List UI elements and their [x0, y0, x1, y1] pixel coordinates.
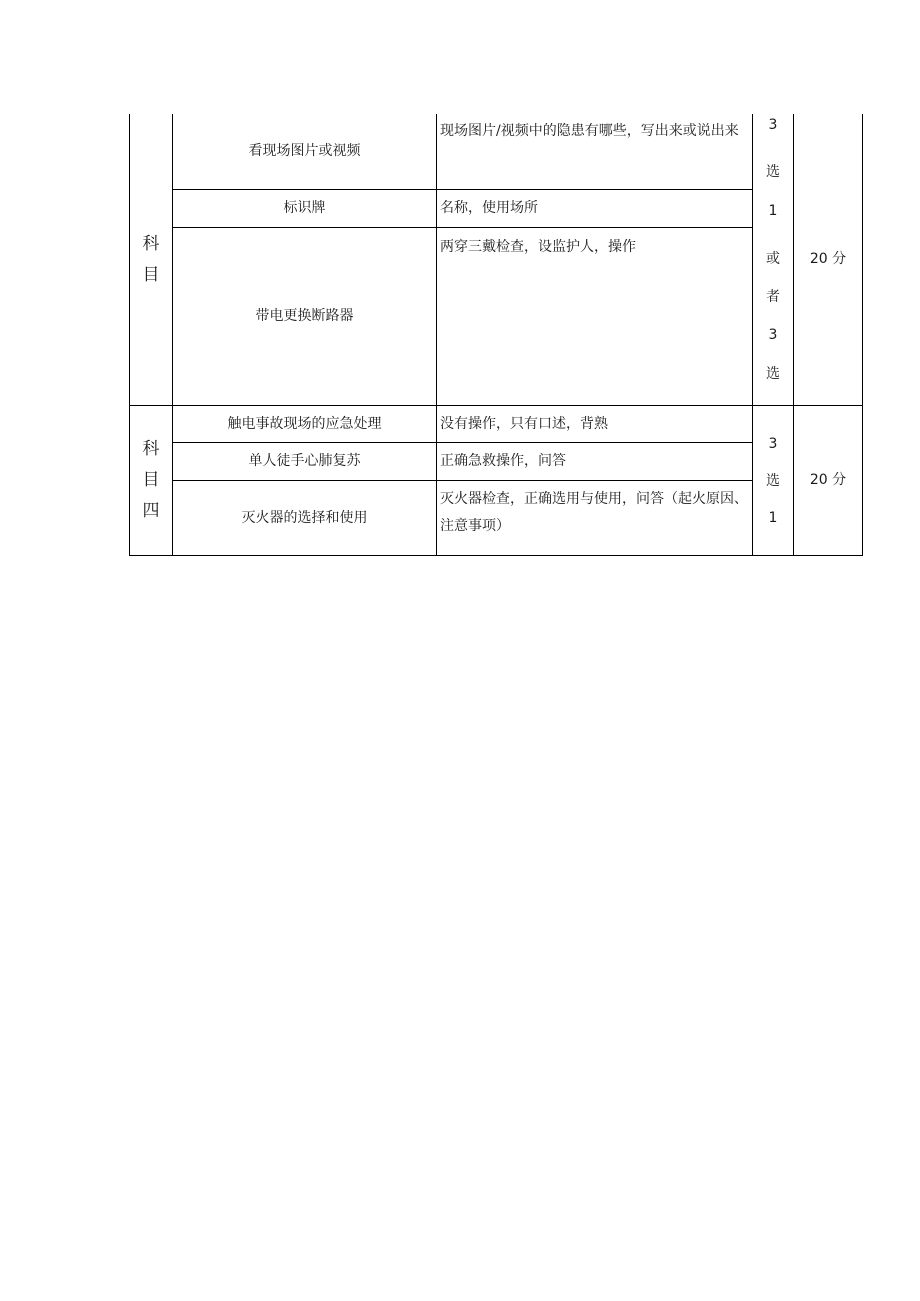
exam-table: [129, 114, 863, 556]
item-requirement: 名称，使用场所: [440, 200, 538, 216]
score-value: 20 分: [809, 251, 847, 267]
item-requirement: 灭火器检查，正确选用与使用，问答（起火原因、注意事项）: [440, 491, 748, 534]
item-requirement: 两穿三戴检查，设监护人，操作: [440, 239, 636, 255]
choose-text: [753, 114, 793, 385]
item-requirement: 没有操作，只有口述，背熟: [440, 415, 608, 432]
item-requirement-cell: [437, 190, 753, 228]
item-requirement-cell: [437, 114, 753, 190]
item-name-cell: [173, 481, 437, 556]
choose-cell-3: [753, 114, 794, 406]
item-name: 标识牌: [283, 200, 326, 216]
subject-cell-3: [129, 114, 173, 406]
item-requirement: 正确急救操作，问答: [440, 453, 566, 469]
choose-char: 1: [768, 203, 778, 219]
subject-label: 科目: [142, 233, 160, 285]
choose-cell-4: [753, 406, 794, 556]
score-cell-3: [794, 114, 863, 406]
choose-char: 选: [766, 472, 780, 489]
choose-char: 者: [766, 289, 780, 305]
choose-char: 3: [768, 435, 778, 452]
item-name: 带电更换断路器: [255, 308, 354, 324]
subject-label: 科目四: [142, 439, 160, 521]
item-name-cell: [173, 228, 437, 406]
item-name: 触电事故现场的应急处理: [227, 415, 382, 432]
item-requirement-cell: [437, 406, 753, 443]
score-value: 20 分: [809, 472, 847, 488]
item-requirement-cell: [437, 228, 753, 406]
subject-cell-4: [129, 406, 173, 556]
item-requirement-cell: [437, 481, 753, 556]
item-name: 看现场图片或视频: [248, 143, 361, 159]
item-requirement-cell: [437, 443, 753, 481]
item-name: 灭火器的选择和使用: [241, 509, 368, 526]
score-cell-4: [794, 406, 863, 556]
choose-char: 选: [766, 366, 780, 382]
choose-char: 3: [768, 327, 778, 343]
item-name-cell: [173, 406, 437, 443]
item-name-cell: [173, 190, 437, 228]
choose-text: [766, 433, 780, 529]
choose-char: 选: [766, 164, 780, 180]
item-requirement: 现场图片/视频中的隐患有哪些，写出来或说出来: [440, 123, 739, 139]
item-name-cell: [173, 443, 437, 481]
choose-char: 3: [768, 117, 778, 133]
choose-char: 1: [768, 509, 778, 526]
choose-char: 或: [766, 251, 780, 267]
item-name: 单人徒手心肺复苏: [248, 453, 361, 469]
item-name-cell: [173, 114, 437, 190]
